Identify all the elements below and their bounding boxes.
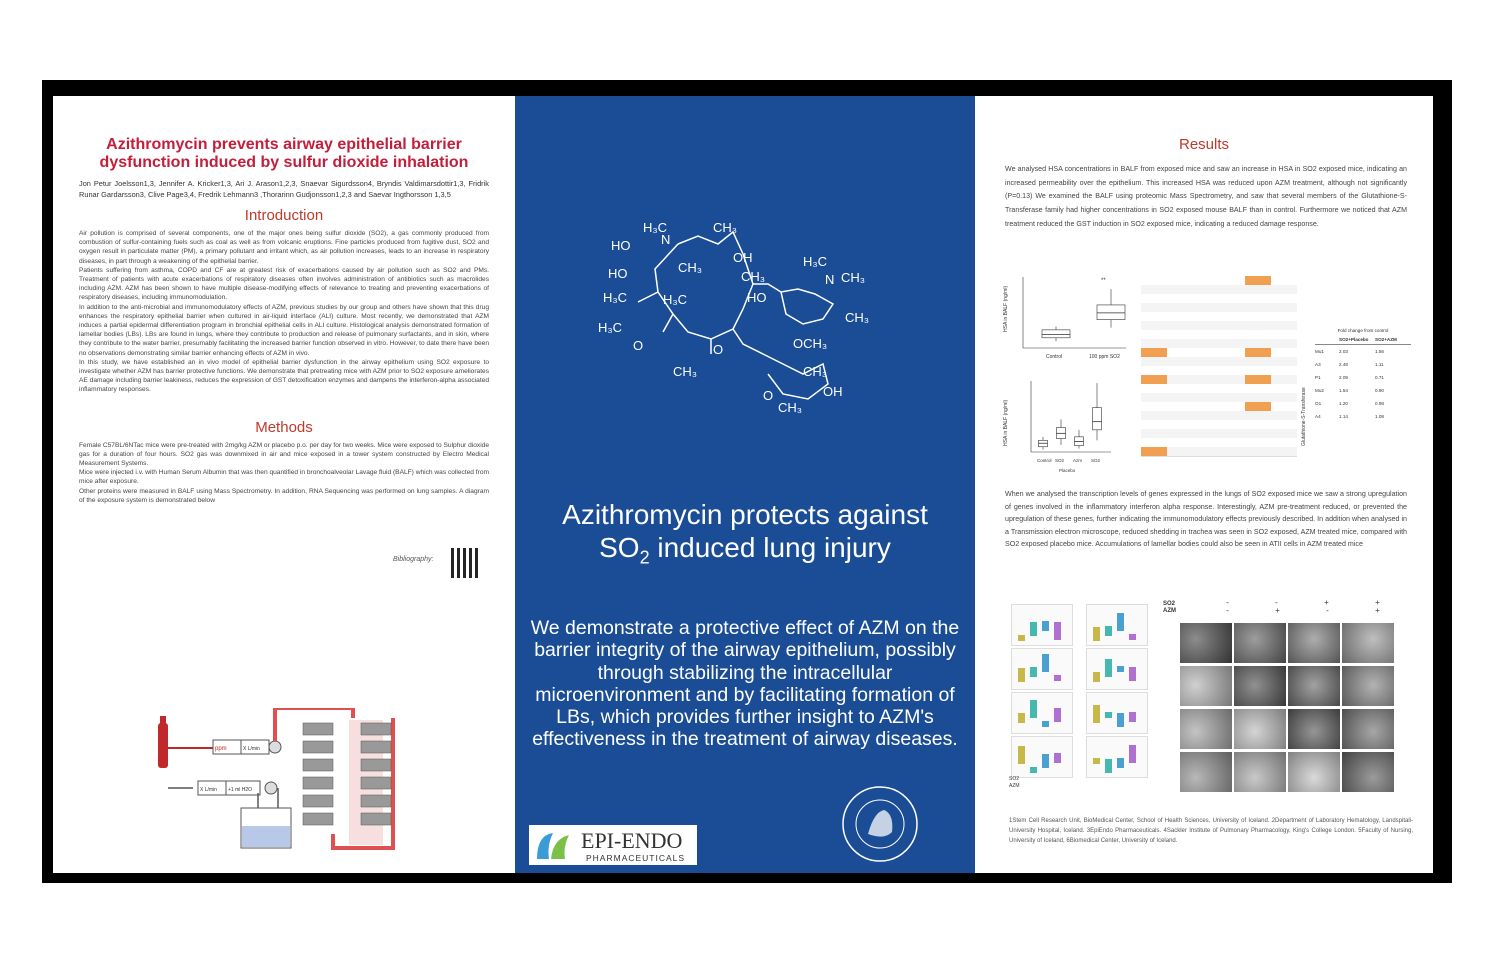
table-cell	[1141, 447, 1167, 457]
tem-azm-label: AZM	[1163, 608, 1176, 614]
chart1-xlabel: Control	[1046, 354, 1063, 360]
plots-so2-label: SO2	[1009, 776, 1020, 782]
fold-cell: 2.09	[1339, 375, 1348, 380]
gene-plot-box	[1018, 635, 1025, 641]
tem-sign: +	[1275, 606, 1280, 615]
chart2-ylabel: HSA in BALF (ng/ml)	[1003, 399, 1009, 446]
tem-so2-label: SO2	[1163, 601, 1176, 607]
introduction-text	[79, 229, 489, 395]
table-cell	[1193, 447, 1219, 457]
fold-cell: O1	[1315, 401, 1322, 406]
fold-col: SO2+Placebo	[1339, 337, 1369, 342]
svg-text:CH₃: CH₃	[841, 270, 866, 285]
intro-paragraph: In this study, we have established an in vivo model of epithelial barrier dysfunction in the airway epithelium using SO2 exposure to investigate whether AZM has barrier protective functions. We demonstrate that pretreating mice with AZM prior to SO2 exposure ameliorates AE damage including barrier leakiness, reduces the expression of GST detoxification enzymes and dampens the interferon-alpha associated inflammatory responses.	[79, 358, 489, 394]
gene-plot-box	[1105, 759, 1112, 773]
gene-plot-box	[1018, 713, 1025, 723]
azithromycin-structure-diagram	[593, 214, 893, 424]
fold-cell: 1.14	[1339, 414, 1348, 419]
fold-cell: 0.71	[1375, 375, 1384, 380]
bibliography-label: Bibliography:	[393, 556, 434, 563]
gene-plot-box	[1117, 758, 1124, 768]
poster-title: Azithromycin prevents airway epithelial barrier dysfunction induced by sulfur dioxide inhalation	[99, 136, 469, 171]
fold-cell: 1.54	[1339, 388, 1348, 393]
svg-text:CH₃: CH₃	[678, 260, 703, 275]
gene-plot-box	[1093, 672, 1100, 682]
gene-plot-box	[1093, 705, 1100, 723]
gene-plot-box	[1105, 626, 1112, 636]
tem-image	[1180, 752, 1232, 792]
svg-text:H₃C: H₃C	[603, 290, 628, 305]
gene-plot-box	[1030, 767, 1037, 773]
tem-sign: +	[1375, 606, 1380, 615]
gene-plot-box	[1042, 754, 1049, 768]
fold-row	[1315, 358, 1411, 371]
gene-plot-box	[1042, 654, 1049, 672]
fold-cell: A3	[1315, 362, 1321, 367]
fold-cell: Mu2	[1315, 388, 1324, 393]
gene-plot-box	[1054, 622, 1061, 640]
gene-plot-box	[1018, 746, 1025, 764]
gst-label-wrap	[1301, 326, 1309, 446]
intro-paragraph: Air pollution is comprised of several components, one of the major ones being sulfur dioxide (SO2), a gas commonly produced from combustion of sulfur-containing fuels such as coal as well as from volcanic eruptions. Fine particles produced from fugitive dust, SO2 and oxygen result in particulate matter (PM), a primary pollutant and irritant which, as air pollution increases, leads to an increase in respiratory diseases, in part through a weakening of the epithelial barrier.	[79, 230, 489, 265]
gene-plot	[1011, 736, 1073, 778]
qr-code[interactable]	[451, 548, 481, 578]
main-title-rest: induced lung injury	[649, 532, 891, 563]
gene-plot-box	[1030, 667, 1037, 677]
gene-plot	[1086, 736, 1148, 778]
tem-sign: -	[1275, 598, 1278, 607]
so2-subscript: 2	[639, 547, 650, 568]
tem-labels	[1163, 601, 1176, 615]
svg-text:HO: HO	[611, 238, 631, 253]
gene-plot-box	[1117, 613, 1124, 631]
affiliations-footnote: 1Stem Cell Research Unit, BioMedical Center, School of Health Sciences, University of Iceland. 2Department of Laboratory Hematology, Landspitali-University Hospital, Iceland. 3EpiEndo Pharmaceuticals. 4Sackler Institute of Pulmonary Pharmacology, King's College London. 5Faculty of Nursing, University of Iceland, 6Biomedical Center, University of Iceland.	[1009, 818, 1413, 844]
methods-heading: Methods	[255, 418, 313, 436]
chart2-xlabel: SO2	[1091, 458, 1101, 463]
proteomics-table	[1141, 276, 1301, 466]
diagram-label: +1 ml H2O	[228, 787, 253, 793]
gene-plot	[1086, 604, 1148, 646]
fold-header: Fold change from control	[1337, 328, 1389, 333]
tem-image	[1342, 623, 1394, 663]
fold-change-table	[1315, 328, 1411, 423]
tem-signs-row2	[1203, 607, 1403, 615]
fold-cell: 2.03	[1339, 349, 1348, 354]
tem-image	[1288, 623, 1340, 663]
tem-image	[1234, 666, 1286, 706]
table-cell	[1219, 447, 1245, 457]
fold-row	[1315, 397, 1411, 410]
svg-text:N: N	[825, 272, 835, 287]
fold-cell: 1.08	[1375, 414, 1384, 419]
svg-text:HO: HO	[747, 290, 767, 305]
tem-image	[1234, 709, 1286, 749]
gene-plot-box	[1030, 700, 1037, 718]
logo-text: EPI-ENDO	[581, 828, 683, 853]
table-cell	[1271, 447, 1297, 457]
gene-plot-box	[1093, 627, 1100, 641]
gene-plot-box	[1117, 666, 1124, 672]
svg-text:CH₃: CH₃	[845, 310, 870, 325]
chart2-xlabel: Control	[1037, 458, 1052, 463]
gene-plot-box	[1117, 713, 1124, 727]
chart2-footer: Placebo	[1059, 468, 1076, 473]
gene-plot	[1011, 604, 1073, 646]
svg-text:O: O	[763, 388, 774, 403]
methods-text	[79, 441, 489, 505]
chart1-significance: **	[1101, 278, 1106, 284]
svg-text:H₃C: H₃C	[643, 220, 668, 235]
plots-azm-label: AZM	[1009, 783, 1020, 789]
fold-cell: Mu1	[1315, 349, 1324, 354]
fold-cell: 1.20	[1339, 401, 1348, 406]
fold-row	[1315, 410, 1411, 423]
gene-plot-box	[1042, 721, 1049, 727]
tem-image	[1342, 666, 1394, 706]
gene-plot-box	[1042, 621, 1049, 631]
table-cell	[1245, 447, 1271, 457]
tem-image	[1234, 752, 1286, 792]
svg-text:CH₃: CH₃	[778, 400, 803, 415]
svg-text:OH: OH	[823, 384, 843, 399]
exposure-system-diagram	[153, 708, 413, 858]
methods-paragraph: Female C57BL/6NTac mice were pre-treated with 2mg/kg AZM or placebo p.o. per day for two weeks. Mice were exposed to Sulphur dioxide gas for a duration of four hours. SO2 gas was downmixed in air and mice exposed in a tower system constructed by Electro Medical Measurement Systems.	[79, 441, 489, 468]
gene-plot-box	[1105, 659, 1112, 677]
gene-plot-box	[1129, 745, 1136, 763]
gene-plot-box	[1129, 667, 1136, 681]
gene-plot	[1086, 692, 1148, 734]
left-panel	[53, 96, 515, 873]
main-title-line2	[525, 531, 965, 575]
box-mark	[1097, 305, 1125, 320]
chart1-xlabel: 100 ppm SO2	[1089, 354, 1120, 360]
tem-image	[1288, 666, 1340, 706]
tem-signs-row1	[1203, 599, 1403, 607]
diagram-label: ppm	[215, 746, 227, 752]
diagram-label: X L/min	[243, 746, 260, 752]
tem-image	[1288, 709, 1340, 749]
plot-axis-labels	[1009, 776, 1020, 790]
fold-col: SO2+AZM	[1375, 337, 1397, 342]
diagram-label: X L/min	[200, 787, 217, 793]
box-mark	[1042, 330, 1070, 338]
svg-text:N: N	[661, 232, 671, 247]
tem-image	[1180, 666, 1232, 706]
svg-text:OH: OH	[733, 250, 753, 265]
svg-text:OCH₃: OCH₃	[793, 336, 828, 351]
table-cell	[1167, 447, 1193, 457]
right-panel	[975, 96, 1433, 873]
authors: Jon Petur Joelsson1,3, Jennifer A. Kricker1,3, Ari J. Arason1,2,3, Snaevar Sigurdsson4, Bryndis Valdimarsdottir1,3, Fridrik Runar Gardarsson3, Clive Page3,4, Fredrik Lehmann3 ,Thorarinn Gudjonsson1,2,3 and Saevar Ingthorsson 1,3,5	[79, 179, 489, 199]
chart1-ylabel: HSA in BALF (ng/ml)	[1003, 285, 1009, 332]
results-paragraph-2: When we analysed the transcription levels of genes expressed in the lungs of SO2 exposed mice we saw a strong upregulation of genes involved in the inflammatory interferon alpha response. Interestingly, AZM pre-treatment reduced, or prevented the upregulation of these genes, further indicating the immunomodulatory effects previously described. In addition when analysed in a Transmission electron microscope, reduced shedding in trachea was seen in SO2 exposed, AZM treated mice, compared with SO2 exposed placebo mice. Accumulations of lamellar bodies could also be seen in ATII cells in AZM treated mice	[1005, 490, 1407, 549]
intro-paragraph: In addition to the anti-microbial and immunomodulatory effects of AZM, previous studies by our group and others have shown that this drug enhances the respiratory epithelial barrier when cultured in air-liquid interface (ALI) culture. Most recently, we demonstrated that AZM induces a partial epidermal differentiation program in bronchial epithelial cells in ALI culture. Histological analysis demonstrated formation of lamellar bodies (LBs). LBs are found in lungs, where they contribute to production and release of pulmonary surfactants, and in skin, where they contribute to the water barrier, presumably facilitating the increased barrier function observed in vitro. However, to date there have been no observations demonstrating similar barrier enhancing effects of AZM in vivo.	[79, 303, 489, 357]
fold-cell: 1.56	[1375, 349, 1384, 354]
svg-text:HO: HO	[608, 266, 628, 281]
fold-cell: A4	[1315, 414, 1321, 419]
gene-plot-box	[1105, 712, 1112, 718]
tem-image	[1234, 623, 1286, 663]
tem-micrographs	[1180, 623, 1398, 793]
results-paragraph-1: We analysed HSA concentrations in BALF from exposed mice and saw an increase in HSA in SO2 exposed mice, indicating an increased permeability over the epithelium. This increased HSA was reduced upon AZM treatment, although not significantly (P=0.13) We examined the BALF using proteomic Mass Spectrometry, and saw that several members of the Glutathione-S-Transferase family had higher concentrations in SO2 exposed mouse BALF than in control. Furthermore we noticed that AZM treatment reduced the GST induction in SO2 exposed mice, indicating a reduced damage response.	[1005, 165, 1407, 228]
svg-text:CH₃: CH₃	[713, 220, 738, 235]
conclusion-statement: We demonstrate a protective effect of AZM on the barrier integrity of the airway epithelium, possibly through stabilizing the intracellular microenvironment and by facilitating formation of LBs, which provides further insight to AZM's effectiveness in the treatment of airway diseases.	[530, 617, 960, 751]
results-heading: Results	[1178, 136, 1230, 153]
main-title-line1: Azithromycin protects against	[562, 499, 928, 530]
box-mark	[1093, 408, 1102, 430]
gene-plot	[1086, 648, 1148, 690]
tem-sign: +	[1375, 598, 1380, 607]
tem-image	[1342, 752, 1394, 792]
gene-plot-box	[1129, 634, 1136, 640]
svg-text:CH₃: CH₃	[673, 364, 698, 379]
svg-text:CH₃: CH₃	[741, 269, 766, 284]
tem-image	[1342, 709, 1394, 749]
fold-cell: 0.98	[1375, 401, 1384, 406]
gene-plot-box	[1054, 708, 1061, 722]
svg-text:CH₃: CH₃	[803, 364, 828, 379]
svg-text:H₃C: H₃C	[663, 292, 688, 307]
gene-plot-box	[1030, 622, 1037, 636]
fold-cell: 1.11	[1375, 362, 1384, 367]
center-panel	[515, 96, 975, 873]
fold-row	[1315, 345, 1411, 358]
hsa-box-chart-1	[1001, 272, 1131, 362]
tem-image	[1180, 709, 1232, 749]
chart2-xlabel: Azm	[1073, 458, 1082, 463]
gene-plot-box	[1093, 758, 1100, 764]
chart2-xlabel: SO2	[1055, 458, 1065, 463]
tem-sign: +	[1324, 598, 1329, 607]
so2-label: SO	[599, 532, 640, 563]
gene-plot-box	[1018, 668, 1025, 682]
epi-endo-logo-icon	[533, 829, 573, 861]
svg-text:H₃C: H₃C	[598, 320, 623, 335]
fold-row	[1315, 371, 1411, 384]
gene-plot-box	[1054, 675, 1061, 681]
gene-plot-box	[1129, 712, 1136, 722]
hsa-box-chart-2	[1001, 376, 1131, 476]
gene-plot	[1011, 692, 1073, 734]
tem-sign: -	[1326, 606, 1329, 615]
main-title	[525, 498, 965, 575]
tem-sign: -	[1226, 598, 1229, 607]
introduction-heading: Introduction	[244, 207, 324, 224]
svg-text:H₃C: H₃C	[803, 254, 828, 269]
fold-row	[1315, 384, 1411, 397]
fold-cell: 2.48	[1339, 362, 1348, 367]
tem-image	[1288, 752, 1340, 792]
fold-cell: 0.90	[1375, 388, 1384, 393]
svg-text:O: O	[713, 342, 724, 357]
gene-plot-box	[1054, 753, 1061, 763]
svg-text:O: O	[633, 338, 644, 353]
gene-expression-plots	[1011, 604, 1161, 784]
gene-plot	[1011, 648, 1073, 690]
tem-sign: -	[1226, 606, 1229, 615]
methods-paragraph: Mice were injected i.v. with Human Serum Albumin that was then quantified in bronchoalveolar Lavage fluid (BALF) which was collected from mice after exposure.	[79, 469, 489, 486]
intro-paragraph: Patients suffering from asthma, COPD and CF are at greatest risk of exacerbations caused by air pollution such as SO2 and PMs. Treatment of patients with acute exacerbations of respiratory diseases often involves administration of antibiotics such as macrolides including AZM. AZM has been shown to have multiple disease-modifying effects of relevance to treating and preventing exacerbations of respiratory diseases, including immunomodulation.	[79, 266, 489, 302]
university-seal	[840, 784, 920, 864]
methods-paragraph: Other proteins were measured in BALF using Mass Spectrometry. In addition, RNA Sequencing was performed on lung samples. A diagram of the exposure system is demonstrated below	[79, 487, 489, 504]
fold-cell: P1	[1315, 375, 1321, 380]
gst-label: Glutathione-S-Transferase	[1301, 387, 1307, 446]
logo-subtext: PHARMACEUTICALS	[586, 853, 686, 863]
tem-image	[1180, 623, 1232, 663]
epi-endo-logo	[529, 825, 697, 865]
